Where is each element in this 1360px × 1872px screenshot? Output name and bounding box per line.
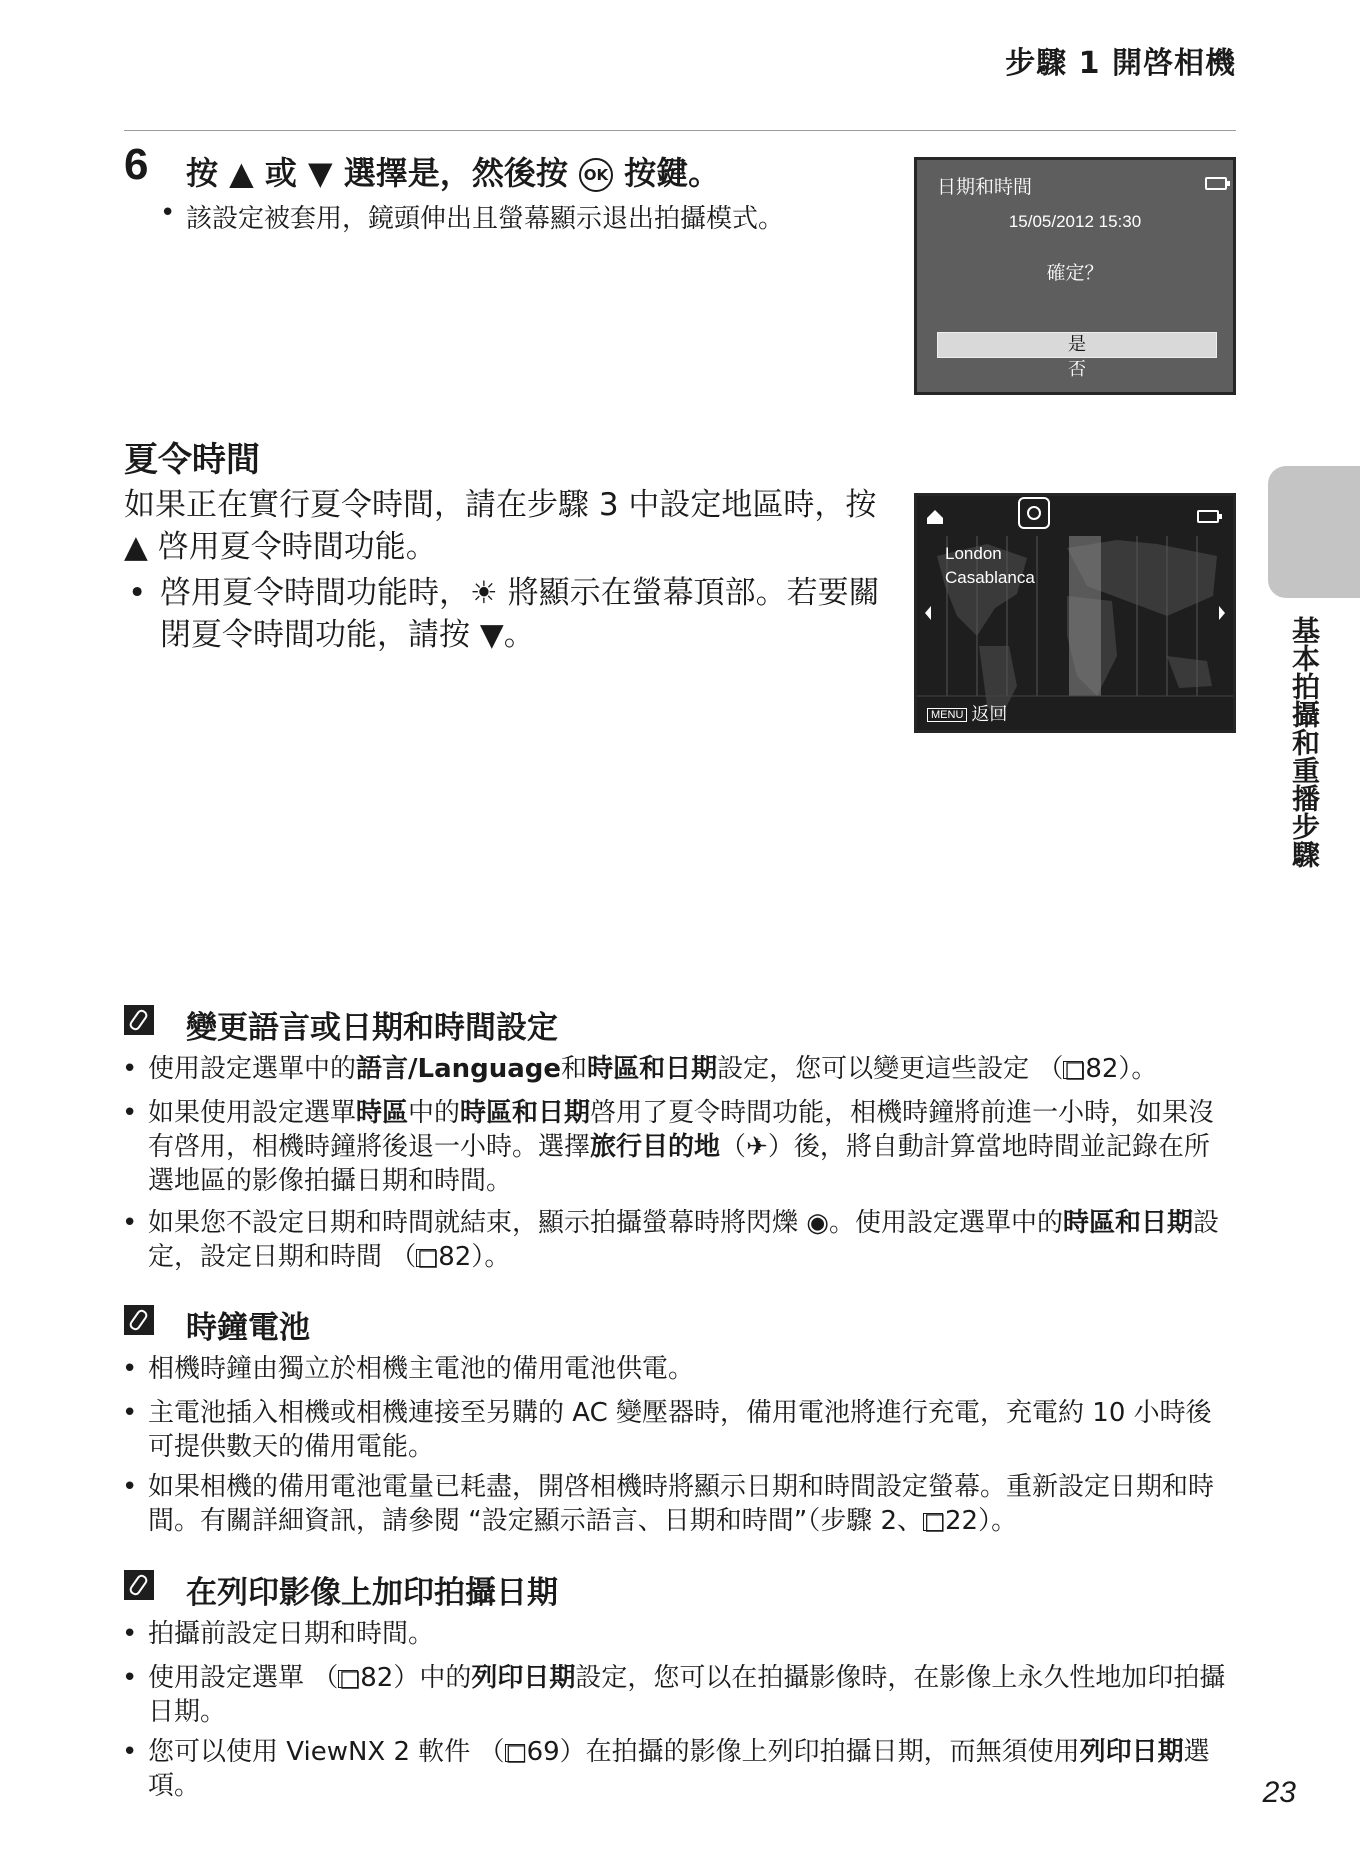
menu-chip: MENU <box>927 708 967 722</box>
header-divider <box>124 130 1236 131</box>
note1-bullet-1 <box>148 1052 1230 1086</box>
note3-bullet-1: • 拍攝前設定日期和時間。 <box>148 1617 1230 1651</box>
step-instruction <box>186 148 720 194</box>
step-instruction-yes: 是 <box>407 154 440 192</box>
note2-bullet-3 <box>148 1470 1230 1538</box>
screen-title: 日期和時間 <box>937 176 1033 198</box>
note2-bullet-2: • 主電池插入相機或相機連接至另購的 AC 變壓器時，備用電池將進行充電，充電約 10 小時後可提供數天的備用電能。 <box>148 1396 1230 1464</box>
note3-b3-bold-print-date: 列印日期 <box>1079 1737 1184 1767</box>
note3-b2-ref: 82）中的 <box>360 1663 472 1693</box>
note3-b3-text-a: 您可以使用 ViewNX 2 軟件 （ <box>148 1737 505 1767</box>
camera-screen-date-confirm <box>914 157 1236 395</box>
note1-b3-ref: 82）。 <box>438 1242 511 1272</box>
dst-paragraph: 如果正在實行夏令時間，請在步驟 3 中設定地區時，按 ▲ 啓用夏令時間功能。 <box>124 487 877 565</box>
left-arrow-icon <box>925 606 931 620</box>
note3-b2-bold-print-date: 列印日期 <box>471 1663 576 1693</box>
note1-b2-bold-timezone-date: 時區和日期 <box>460 1098 591 1128</box>
right-arrow-icon <box>1219 606 1225 620</box>
note1-b1-bold-timezone: 時區和日期 <box>587 1054 718 1084</box>
screen-datetime: 15/05/2012 15:30 <box>1008 212 1142 231</box>
note-pencil-icon <box>124 1570 154 1600</box>
chapter-tab-label: 基本拍攝和重播步驟 <box>1288 616 1321 868</box>
note3-bullet-2 <box>148 1661 1230 1729</box>
dst-bullet: • 啓用夏令時間功能時，☀ 將顯示在螢幕頂部。若要關閉夏令時間功能，請按 ▼。 <box>160 572 884 656</box>
note3-b2-text-b: 設定，您可以在拍攝影像時，在影像上永久性地加印拍攝日期。 <box>148 1663 1226 1727</box>
note3-title: 在列印影像上加印拍攝日期 <box>186 1575 558 1611</box>
page-header-title: 步驟 1 開啓相機 <box>1005 46 1236 81</box>
note1-b2-bold-destination: 旅行目的地 <box>590 1132 721 1162</box>
page-number: 23 <box>1262 1776 1296 1809</box>
note1-b3-text-b: 設定，設定日期和時間 （ <box>148 1208 1219 1272</box>
city-label-primary: London <box>945 544 1002 563</box>
note1-bullet-2 <box>148 1096 1230 1198</box>
note1-b2-text-a: 如果使用設定選單 <box>148 1098 357 1128</box>
ok-button-icon: OK <box>579 158 613 192</box>
note1-b2-bold-timezone: 時區 <box>356 1098 409 1128</box>
note1-bullet-3 <box>148 1206 1230 1274</box>
option-no[interactable]: 否 <box>1068 359 1086 380</box>
note1-b1-text-b: 和 <box>561 1054 588 1084</box>
section-title-dst: 夏令時間 <box>124 440 260 480</box>
battery-icon <box>1197 510 1219 523</box>
note1-b1-text-a: 使用設定選單中的 <box>148 1054 357 1084</box>
book-icon: □ <box>505 1739 528 1766</box>
note1-b1-ref: 82）。 <box>1085 1054 1158 1084</box>
home-icon <box>927 510 943 524</box>
note3-b3-text-b: 選項。 <box>148 1737 1210 1801</box>
note1-b3-text-a: 如果您不設定日期和時間就結束，顯示拍攝螢幕時將閃爍 ◉。使用設定選單中的 <box>148 1208 1063 1238</box>
note1-b1-bold-language: 語言/Language <box>356 1054 562 1084</box>
screen-confirm-prompt: 確定？ <box>1046 262 1104 284</box>
book-icon: □ <box>1064 1056 1087 1083</box>
note2-title: 時鐘電池 <box>186 1310 310 1346</box>
note1-b1-text-c: 設定，您可以變更這些設定 （ <box>717 1054 1064 1084</box>
time-zone-band <box>1069 536 1101 696</box>
note2-bullet-1: • 相機時鐘由獨立於相機主電池的備用電池供電。 <box>148 1352 1230 1386</box>
book-icon: □ <box>417 1244 439 1271</box>
note3-bullet-3 <box>148 1735 1230 1803</box>
battery-icon <box>1205 177 1227 190</box>
step-instruction-part-c: 按鍵。 <box>624 154 721 192</box>
note2-b3-ref: 22）。 <box>945 1506 1018 1536</box>
note2-b3-text: 如果相機的備用電池電量已耗盡，開啓相機時將顯示日期和時間設定螢幕。重新設定日期和時間。有關詳細資訊，請參閱 “設定顯示語言、日期和時間”（步驟 2、 <box>148 1472 1215 1536</box>
chapter-tab <box>1268 466 1360 598</box>
note1-b2-text-b: 中的 <box>408 1098 461 1128</box>
camera-screen-world-map <box>914 493 1236 733</box>
step-instruction-part-a: 按 ▲ 或 ▼ 選擇 <box>186 154 408 192</box>
step-instruction-part-b: ，然後按 <box>439 154 568 192</box>
menu-back-hint <box>927 700 1007 726</box>
note-pencil-icon <box>124 1005 154 1035</box>
note-pencil-icon <box>124 1305 154 1335</box>
back-label: 返回 <box>971 704 1008 725</box>
book-icon: □ <box>339 1665 361 1692</box>
world-map-graphic <box>917 496 1233 730</box>
note1-b3-bold-timezone-date: 時區和日期 <box>1062 1208 1193 1238</box>
note1-b2-text-c: 啓用了夏令時間功能，相機時鐘將前進一小時，如果沒有啓用，相機時鐘將後退一小時。選擇 <box>148 1098 1215 1162</box>
city-label-secondary: Casablanca <box>945 568 1035 587</box>
step-number: 6 <box>124 140 149 189</box>
note3-b3-ref: 69）在拍攝的影像上列印拍攝日期，而無須使用 <box>526 1737 1080 1767</box>
note1-b2-text-d: （✈）後，將自動計算當地時間並記錄在所選地區的影像拍攝日期和時間。 <box>148 1132 1210 1196</box>
step-bullet: • 該設定被套用，鏡頭伸出且螢幕顯示退出拍攝模式。 <box>186 198 784 235</box>
book-icon: □ <box>924 1508 946 1535</box>
note1-title: 變更語言或日期和時間設定 <box>186 1010 558 1046</box>
option-yes[interactable]: 是 <box>937 332 1217 358</box>
note3-b2-text-a: 使用設定選單 （ <box>148 1663 339 1693</box>
